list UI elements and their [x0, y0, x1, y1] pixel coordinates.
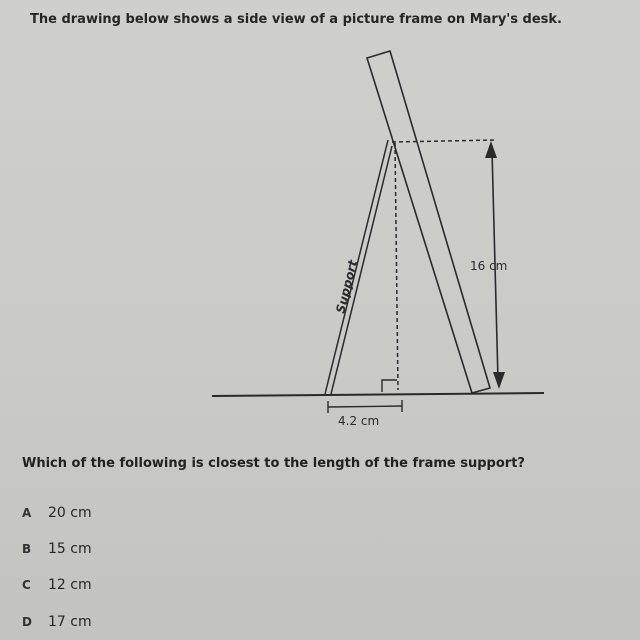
base-label: 4.2 cm [338, 414, 380, 428]
height-arrow-bottom [493, 372, 505, 389]
right-angle-marker [382, 380, 397, 392]
height-label: 16 cm [470, 259, 508, 273]
height-arrow-top [485, 141, 497, 158]
choice-letter: A [22, 506, 32, 520]
choice-text: 17 cm [48, 614, 92, 630]
height-dashed-line [395, 143, 398, 390]
choice-a[interactable] [22, 505, 92, 521]
choice-text: 12 cm [48, 577, 92, 593]
choice-text: 15 cm [48, 541, 92, 557]
support-inner-line [331, 146, 392, 394]
base-dimension-line [328, 406, 402, 407]
problem-prompt: The drawing below shows a side view of a picture frame on Mary's desk. [30, 12, 562, 27]
question-text: Which of the following is closest to the length of the frame support? [22, 456, 525, 471]
choice-b[interactable] [22, 541, 92, 557]
choice-c[interactable] [22, 577, 92, 593]
top-dashed-line [392, 140, 496, 142]
choice-letter: C [22, 578, 31, 592]
choice-d[interactable] [22, 614, 92, 630]
picture-frame [367, 51, 490, 393]
choice-text: 20 cm [48, 505, 92, 521]
support-label: Support [333, 258, 361, 315]
choice-letter: D [22, 615, 32, 629]
choice-letter: B [22, 542, 32, 556]
desk-line [212, 393, 544, 396]
